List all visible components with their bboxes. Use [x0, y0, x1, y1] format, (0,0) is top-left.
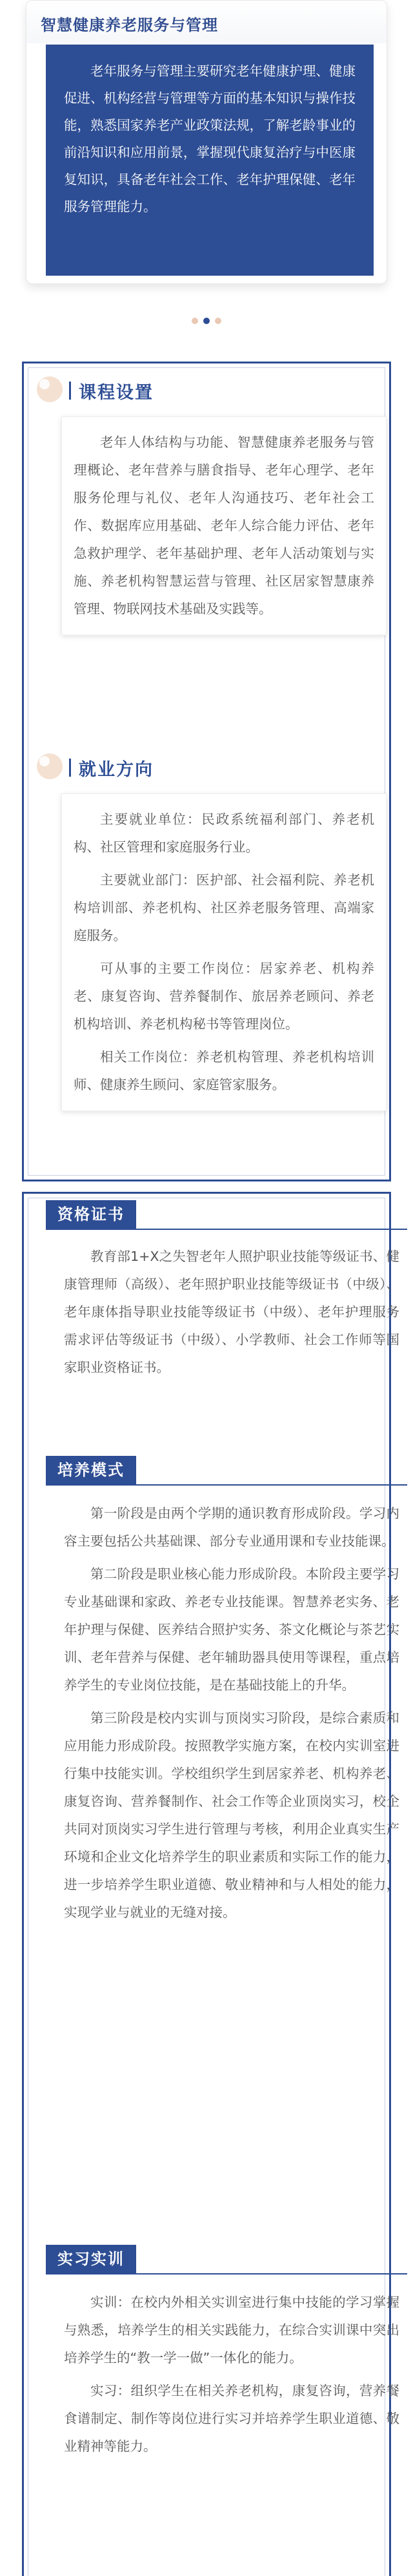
training-underline	[46, 1484, 407, 1486]
program-info-frame	[22, 362, 391, 1181]
training-info-frame	[22, 1192, 399, 2576]
employment-text: 相关工作岗位：养老机构管理、养老机构培训师、健康养生顾问、家庭管家服务。	[74, 1049, 374, 1092]
employment-title: 就业方向	[79, 759, 154, 780]
carousel-dot[interactable]	[215, 318, 221, 324]
certificates-tag: 资格证书	[46, 1200, 136, 1229]
employment-header	[37, 755, 154, 781]
section-divider-bar	[69, 382, 71, 400]
practice-text: 实训：在校内外相关实训室进行集中技能的学习掌握与熟悉，培养学生的相关实践能力，在综合实训课中突出培养学生的“教一学一做”一体化的能力。	[64, 2295, 399, 2366]
training-tag: 培养模式	[46, 1456, 136, 1484]
employment-text: 主要就业单位：民政系统福利部门、养老机构、社区管理和家庭服务行业。	[74, 812, 374, 855]
section-divider-bar	[69, 759, 71, 777]
certificates-block	[64, 1243, 399, 1382]
curriculum-header	[37, 378, 154, 404]
carousel-dot[interactable]	[192, 318, 198, 324]
certificates-text: 教育部1+X之失智老年人照护职业技能等级证书、健康管理师（高级）、老年照护职业技能等级证书（中级）、老年康体指导职业技能等级证书（中级）、老年护理服务需求评估等级证书（中级）、小学教师、社会工作师等国家职业资格证书。	[64, 1249, 399, 1375]
practice-tag: 实习实训	[46, 2245, 136, 2273]
carousel-indicator	[0, 318, 413, 325]
hero-title-bar	[26, 1, 387, 43]
training-stage-1: 第一阶段是由两个学期的通识教育形成阶段。学习内容主要包括公共基础课、部分专业通用课和专业技能课。	[64, 1506, 399, 1549]
employment-text: 可从事的主要工作岗位：居家养老、机构养老、康复咨询、营养餐制作、旅居养老顾问、养老机构培训、养老机构秘书等管理岗位。	[74, 961, 374, 1032]
carousel-dot-active[interactable]	[203, 318, 210, 324]
decorative-circle-icon	[37, 376, 65, 405]
curriculum-title: 课程设置	[79, 382, 154, 403]
curriculum-panel	[61, 416, 387, 635]
certificates-underline	[46, 1229, 407, 1230]
employment-text: 主要就业部门：医护部、社会福利院、养老机构培训部、养老机构、社区养老服务管理、高端家庭服务。	[74, 872, 374, 943]
training-stage-3: 第三阶段是校内实训与顶岗实习阶段，是综合素质和应用能力形成阶段。按照教学实施方案，在校内实训室进行集中技能实训。学校组织学生到居家养老、机构养老、康复咨询、营养餐制作、社会工作等企业顶岗实习，校企共同对顶岗实习学生进行管理与考核，利用企业真实生产环境和企业文化培养学生的职业素质和实际工作的能力，进一步培养学生职业道德、敬业精神和与人相处的能力，实现学业与就业的无缝对接。	[64, 1710, 399, 1920]
practice-underline	[46, 2273, 407, 2274]
training-block	[64, 1500, 399, 1927]
employment-panel	[61, 793, 387, 1111]
practice-block	[64, 2289, 399, 2460]
practice-text: 实习：组织学生在相关养老机构，康复咨询，营养餐食谱制定、制作等岗位进行实习并培养学生职业道德、敬业精神等能力。	[64, 2383, 399, 2454]
training-stage-2: 第二阶段是职业核心能力形成阶段。本阶段主要学习专业基础课和家政、养老专业技能课。智慧养老实务、老年护理与保健、医养结合照护实务、茶文化概论与茶艺实训、老年营养与保健、老年辅助器具使用等课程，重点培养学生的专业岗位技能，是在基础技能上的升华。	[64, 1566, 399, 1693]
hero-title: 智慧健康养老服务与管理	[41, 16, 218, 34]
decorative-circle-icon	[37, 753, 65, 782]
hero-card[interactable]	[26, 0, 387, 284]
curriculum-text: 老年人体结构与功能、智慧健康养老服务与管理概论、老年营养与膳食指导、老年心理学、老年服务伦理与礼仪、老年人沟通技巧、老年社会工作、数据库应用基础、老年人综合能力评估、老年急救护理学、老年基础护理、老年人活动策划与实施、养老机构智慧运营与管理、社区居家智慧康养管理、物联网技术基础及实践等。	[74, 434, 374, 617]
hero-description: 老年服务与管理主要研究老年健康护理、健康促进、机构经营与管理等方面的基本知识与操作技能，熟悉国家养老产业政策法规，了解老龄事业的前沿知识和应用前景，掌握现代康复治疗与中医康复知识，具备老年社会工作、老年护理保健、老年服务管理能力。	[46, 45, 374, 276]
